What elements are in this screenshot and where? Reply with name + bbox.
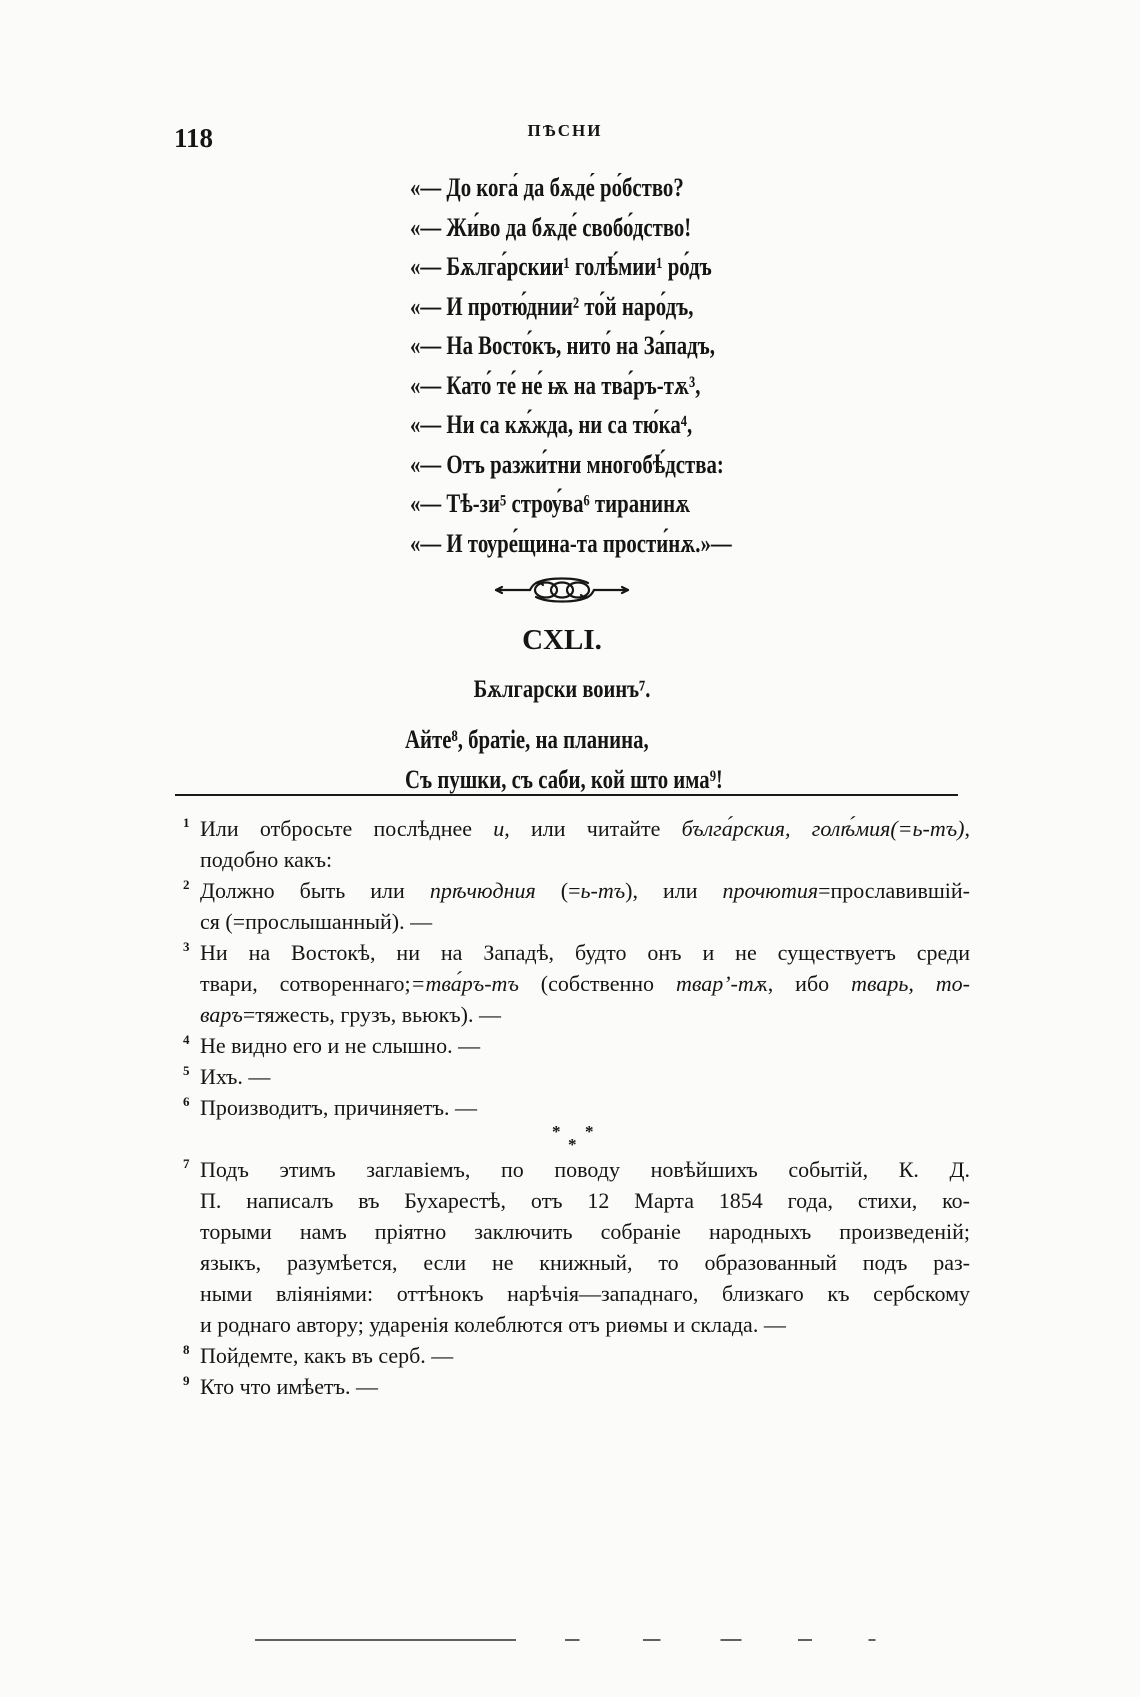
- verse-line: «— Отъ разжи́тни многобѣ́дства:: [410, 449, 724, 479]
- asterism-star: *: [568, 1135, 577, 1154]
- footnote-emphasis: =тва́ръ-тъ: [410, 971, 519, 996]
- footnote-line: [200, 1061, 970, 1092]
- verse-line: «— На Восто́къ, нито́ на За́падъ,: [410, 331, 715, 360]
- footnote-line: [200, 937, 970, 968]
- footnote-marker: 4: [183, 1032, 190, 1047]
- footnote-line: [200, 1340, 970, 1371]
- footnote-line: [200, 1092, 970, 1123]
- footnote-text: ся (=прослышанный). —: [200, 909, 433, 934]
- verse-line: «— До кога́ да бѫде́ ро́бство?: [410, 173, 684, 202]
- footnote-text: Пойдемте, какъ въ серб. —: [200, 1343, 454, 1368]
- footnote-text: твари, сотвореннаго;: [200, 971, 411, 996]
- footnote-block: [183, 1154, 970, 1402]
- footnote-line: [200, 1154, 970, 1185]
- footnote-emphasis: варъ: [200, 1002, 243, 1027]
- footnote-emphasis: и: [493, 816, 505, 841]
- footnote-3: [183, 937, 971, 1030]
- scan-edge-line: [255, 1639, 960, 1641]
- footnote-line: [200, 844, 970, 875]
- footnote-emphasis: ь-тъ: [580, 878, 626, 903]
- verse-line: «— И протю́днии² то́й наро́дъ,: [410, 291, 694, 321]
- asterism-star: *: [585, 1122, 594, 1141]
- footnote-text: =прославившій-: [818, 878, 970, 903]
- footnote-text: Производитъ, причиняетъ. —: [200, 1095, 477, 1120]
- footnote-marker: 5: [183, 1063, 190, 1078]
- footnote-line: [200, 1278, 970, 1309]
- footnote-text: ), или: [625, 878, 723, 903]
- ornament-divider: [494, 577, 630, 603]
- footnote-2: [183, 875, 970, 937]
- ornament-loop: [567, 583, 589, 598]
- footnote-emphasis: прочютия: [722, 878, 819, 903]
- footnote-line: [200, 1185, 970, 1216]
- footnote-text: ными вліяніями: оттѣнокъ нарѣчія—западнаго, близкаго къ сербскому: [200, 1281, 970, 1306]
- footnote-4: [183, 1030, 970, 1061]
- footnote-line: [200, 1371, 970, 1402]
- poem-number: CXLI.: [522, 624, 602, 656]
- footnote-text: и роднаго автору; ударенія колеблются отъ риѳмы и склада. —: [200, 1312, 786, 1337]
- footnote-rule: [175, 794, 958, 796]
- footnote-text: Или отбросьте послѣднее: [200, 816, 494, 841]
- poem-title: Бѫлгарски воинъ⁷.: [473, 676, 651, 703]
- footnote-text: , ибо: [767, 971, 852, 996]
- footnote-line: [200, 968, 970, 999]
- asterism-star: *: [552, 1122, 561, 1141]
- footnote-6: [183, 1092, 970, 1123]
- footnote-marker: 1: [183, 815, 190, 830]
- footnote-text: Должно быть или: [200, 878, 430, 903]
- footnote-line: [200, 813, 970, 844]
- footnote-emphasis: тварь, то-: [851, 971, 971, 996]
- verse-line: «— Жи́во да бѫде́ свобо́дство!: [410, 212, 692, 242]
- footnote-text: языкъ, разумѣется, если не книжный, то образованный подъ раз-: [200, 1250, 970, 1275]
- footnote-line: [200, 1030, 970, 1061]
- footnote-text: =тяжесть, грузъ, вьюкъ). —: [242, 1002, 501, 1027]
- footnote-5: [183, 1061, 970, 1092]
- footnote-text: Подъ этимъ заглавіемъ, по поводу новѣйшихъ событій, К. Д.: [200, 1157, 970, 1182]
- footnote-7: [183, 1154, 970, 1340]
- verse-line: «— Ни са кѫ́жда, ни са тю́ка⁴,: [410, 410, 693, 439]
- verse-line: Айте⁸, братіе, на планина,: [405, 725, 649, 754]
- footnote-text: Не видно его и не слышно. —: [200, 1033, 481, 1058]
- footnote-1: [183, 813, 970, 875]
- ornament-strokes: [496, 579, 628, 602]
- footnote-emphasis: бълга́рския, голѣ́мия(=ь-тъ): [681, 816, 965, 841]
- footnote-text: (=: [535, 878, 581, 903]
- footnote-marker: 8: [183, 1342, 190, 1357]
- footnote-marker: 6: [183, 1094, 190, 1109]
- verse-line: «— Тѣ-зи⁵ стрѹ́ва⁶ тиранинѫ: [410, 489, 691, 518]
- footnote-text: , или читайте: [504, 816, 682, 841]
- footnote-text: подобно какъ:: [200, 847, 333, 872]
- footnote-line: [200, 1309, 970, 1340]
- footnote-emphasis: твар’-тѫ: [675, 971, 768, 996]
- running-title: ПѢСНИ: [527, 121, 603, 140]
- footnote-text: П. написалъ въ Бухарестѣ, отъ 12 Марта 1854 года, стихи, ко-: [200, 1188, 970, 1213]
- footnote-marker: 7: [183, 1156, 190, 1171]
- footnote-8: [183, 1340, 970, 1371]
- poem-cxl-stanza: [410, 168, 732, 563]
- verse-line: «— Като́ те́ не́ ѭ на тва́ръ-тѫ³,: [410, 370, 701, 400]
- footnote-text: Ни на Востокѣ, ни на Западѣ, будто онъ и не существуетъ среди: [200, 940, 970, 965]
- verse-line: «— И тѹре́щина-та прости́нѫ.»—: [410, 528, 732, 558]
- footnote-text: торыми намъ пріятно заключить собраніе народныхъ произведеній;: [200, 1219, 970, 1244]
- footnote-line: [200, 1216, 970, 1247]
- footnote-text: Ихъ. —: [200, 1064, 271, 1089]
- footnote-emphasis: прѣчюдния: [429, 878, 536, 903]
- footnote-line: [200, 1247, 970, 1278]
- verse-line: Съ пушки, съ саби, кой што има⁹!: [405, 765, 723, 794]
- footnote-line: [200, 999, 970, 1030]
- footnote-marker: 2: [183, 877, 190, 892]
- footnote-marker: 9: [183, 1373, 190, 1388]
- footnote-text: ,: [964, 816, 970, 841]
- asterism: [200, 1123, 970, 1154]
- footnote-9: [183, 1371, 970, 1402]
- footnote-block: [183, 813, 971, 1123]
- footnote-marker: 3: [183, 939, 190, 954]
- poem-cxli-stanza: [405, 720, 723, 800]
- footnote-text: (собственно: [518, 971, 676, 996]
- verse-line: «— Бѫлга́рскии¹ голѣ́мии¹ ро́дъ: [410, 252, 712, 281]
- footnote-text: Кто что имѣетъ. —: [200, 1374, 378, 1399]
- footnote-line: [200, 906, 970, 937]
- footnotes: [183, 813, 971, 1402]
- footnote-line: [200, 875, 970, 906]
- page-number: 118: [174, 123, 214, 153]
